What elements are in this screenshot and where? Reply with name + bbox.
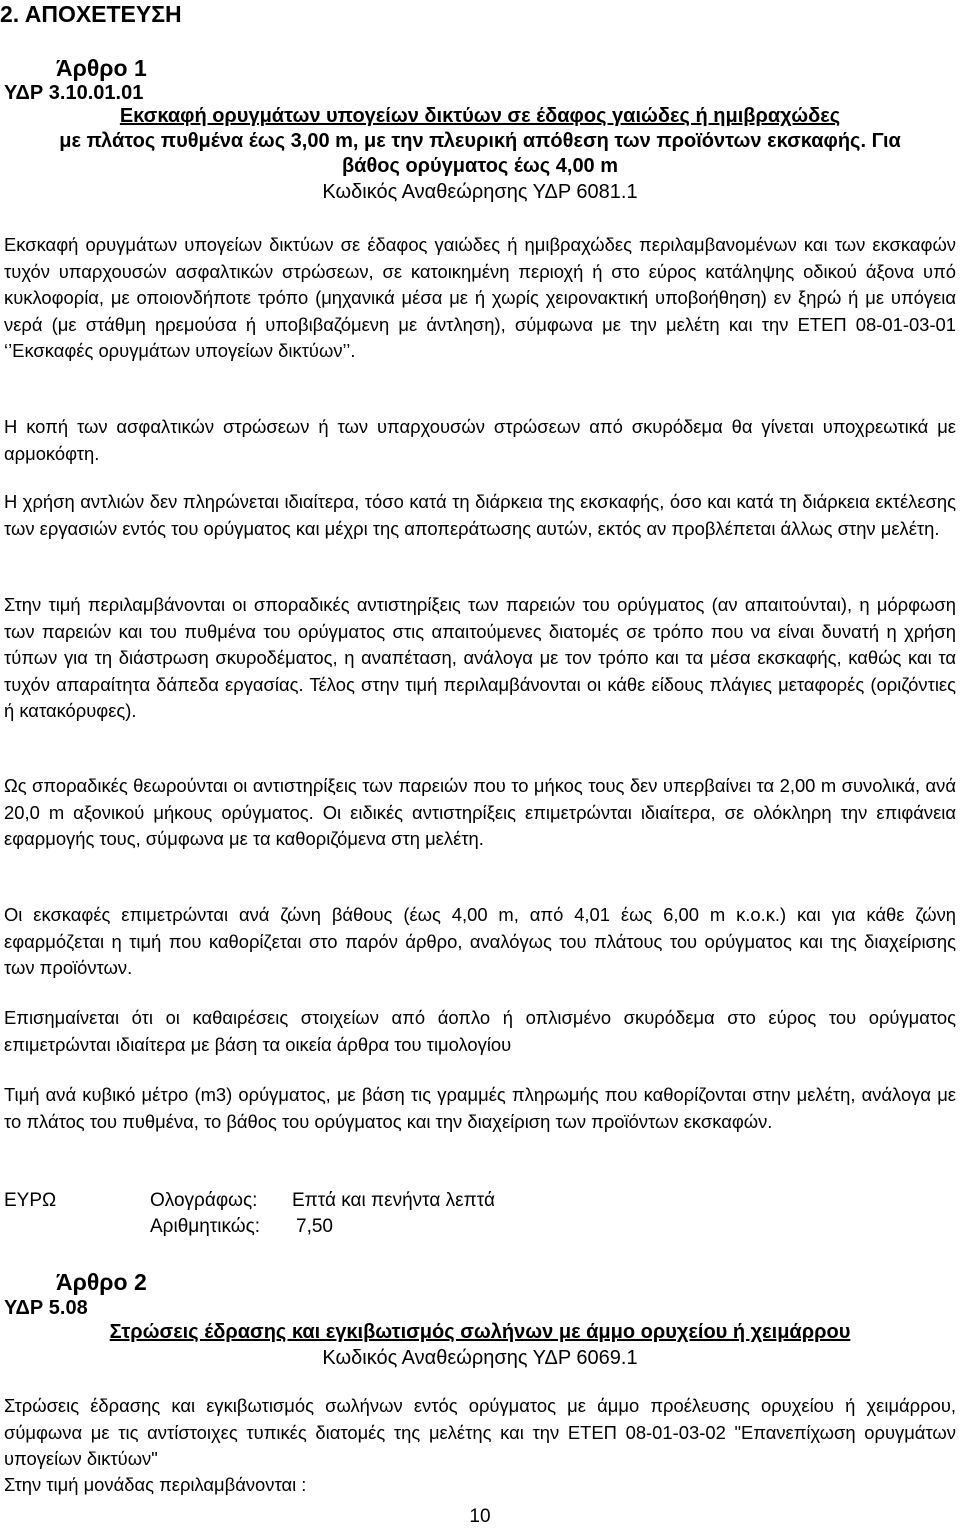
article-1-code: ΥΔΡ 3.10.01.01 xyxy=(4,82,144,104)
section-title: 2. ΑΠΟΧΕΤΕΥΣΗ xyxy=(0,1,182,27)
article-1-paragraph-4: Στην τιμή περιλαμβάνονται οι σποραδικές αντιστηρίξεις των παρειών του ορύγματος (αν απαιτούνται), η μόρφωση των παρειών και του πυθμένα του ορύγματος στις απαιτούμενες διατομές σε τρόπο που να είναι δυνατή η χρήση τύπων για τη διάστρωση σκυροδέματος, η αναπέταση, ανάλογα με τον τρόπο και τα μέσα εκσκαφής, καθώς και τα τυχόν απαραίτητα δάπεδα εργασίας. Τέλος στην τιμή περιλαμβάνονται οι κάθε είδους πλάγιες μεταφορές (οριζόντιες ή κατακόρυφες). xyxy=(4,594,956,722)
article-2-revision-code: Κωδικός Αναθεώρησης ΥΔΡ 6069.1 xyxy=(322,1347,638,1369)
article-1-heading-underlined: Εκσκαφή ορυγμάτων υπογείων δικτύων σε έδαφος γαιώδες ή ημιβραχώδες xyxy=(119,105,841,127)
article-1-paragraph-3: Η χρήση αντλιών δεν πληρώνεται ιδιαίτερα, τόσο κατά τη διάρκεια της εκσκαφής, όσο και κατά τη διάρκεια εκτέλεσης των εργασιών εντός του ορύγματος και μέχρι της αποπεράτωσης αυτών, εκτός αν προβλέπεται άλλως στην μελέτη. xyxy=(4,491,956,539)
article-2-heading: Στρώσεις έδρασης και εγκιβωτισμός σωλήνων με άμμο ορυχείου ή χειμάρρου xyxy=(109,1321,851,1343)
article-1-revision-code: Κωδικός Αναθεώρησης ΥΔΡ 6081.1 xyxy=(322,181,638,203)
article-1-heading-line-2: με πλάτος πυθμένα έως 3,00 m, με την πλευρική απόθεση των προϊόντων εκσκαφής. Για xyxy=(59,130,901,152)
article-1-heading-line-3: βάθος ορύγματος έως 4,00 m xyxy=(341,155,619,177)
article-2-title: Άρθρο 2 xyxy=(56,1269,147,1295)
page-number: 10 xyxy=(469,1506,491,1527)
price-words-label: Ολογράφως: xyxy=(150,1190,258,1211)
price-words-value: Επτά και πενήντα λεπτά xyxy=(292,1190,495,1211)
article-1-title: Άρθρο 1 xyxy=(56,55,147,81)
article-1-paragraph-2: Η κοπή των ασφαλτικών στρώσεων ή των υπαρχουσών στρώσεων από σκυρόδεμα θα γίνεται υποχρεωτικά με αρμοκόφτη. xyxy=(4,416,956,464)
article-1-paragraph-1: Εκσκαφή ορυγμάτων υπογείων δικτύων σε έδαφος γαιώδες ή ημιβραχώδες περιλαμβανομένων και των εκσκαφών τυχόν υπαρχουσών ασφαλτικών στρώσεων, σε κατοικημένη περιοχή ή στο εύρος κατάληψης οδικού άξονα υπό κυκλοφορία, με οποιονδήποτε τρόπο (μηχανικά μέσα με ή χωρίς χειρονακτική υποβοήθηση) εν ξηρώ ή με υπόγεια νερά (με στάθμη ηρεμούσα ή υποβιβαζόμενη με άντληση), σύμφωνα με την μελέτη και την ΕΤΕΠ 08-01-03-01 ‘’Εκσκαφές ορυγμάτων υπογείων δικτύων’’. xyxy=(4,234,956,362)
article-2-paragraph-2: Στην τιμή μονάδας περιλαμβάνονται : xyxy=(4,1474,307,1495)
price-numeric-label: Αριθμητικώς: xyxy=(150,1216,261,1237)
article-2-paragraph-1: Στρώσεις έδρασης και εγκιβωτισμός σωλήνων εντός ορύγματος με άμμο προέλευσης ορυχείου ή χειμάρρου, σύμφωνα με τις αντίστοιχες τυπικές διατομές της μελέτης και την ΕΤΕΠ 08-01-03-02 "Επανεπίχωση ορυγμάτων υπογείων δικτύων" xyxy=(4,1395,956,1470)
article-2-code: ΥΔΡ 5.08 xyxy=(4,1297,88,1319)
price-numeric-value: 7,50 xyxy=(296,1216,333,1237)
article-1-paragraph-6: Οι εκσκαφές επιμετρώνται ανά ζώνη βάθους (έως 4,00 m, από 4,01 έως 6,00 m κ.ο.κ.) και για κάθε ζώνη εφαρμόζεται η τιμή που καθορίζεται στο παρόν άρθρο, αναλόγως του πλάτους του ορύγματος και της διαχείρισης των προϊόντων. xyxy=(4,904,956,979)
price-currency: ΕΥΡΩ xyxy=(4,1190,57,1211)
article-1-paragraph-5: Ως σποραδικές θεωρούνται οι αντιστηρίξεις των παρειών που το μήκος τους δεν υπερβαίνει τα 2,00 m συνολικά, ανά 20,0 m αξονικού μήκους ορύγματος. Οι ειδικές αντιστηρίξεις επιμετρώνται ιδιαίτερα, σε ολόκληρη την επιφάνεια εφαρμογής τους, σύμφωνα με τα καθοριζόμενα στη μελέτη. xyxy=(4,775,956,850)
article-1-paragraph-7: Επισημαίνεται ότι οι καθαιρέσεις στοιχείων από άοπλο ή οπλισμένο σκυρόδεμα στο εύρος του ορύγματος επιμετρώνται ιδιαίτερα με βάση τα οικεία άρθρα του τιμολογίου xyxy=(4,1007,956,1055)
article-1-paragraph-8: Τιμή ανά κυβικό μέτρο (m3) ορύγματος, με βάση τις γραμμές πληρωμής που καθορίζονται στην μελέτη, ανάλογα με το πλάτος του πυθμένα, το βάθος του ορύγματος και την διαχείριση των προϊόντων εκσκαφών. xyxy=(4,1084,956,1132)
